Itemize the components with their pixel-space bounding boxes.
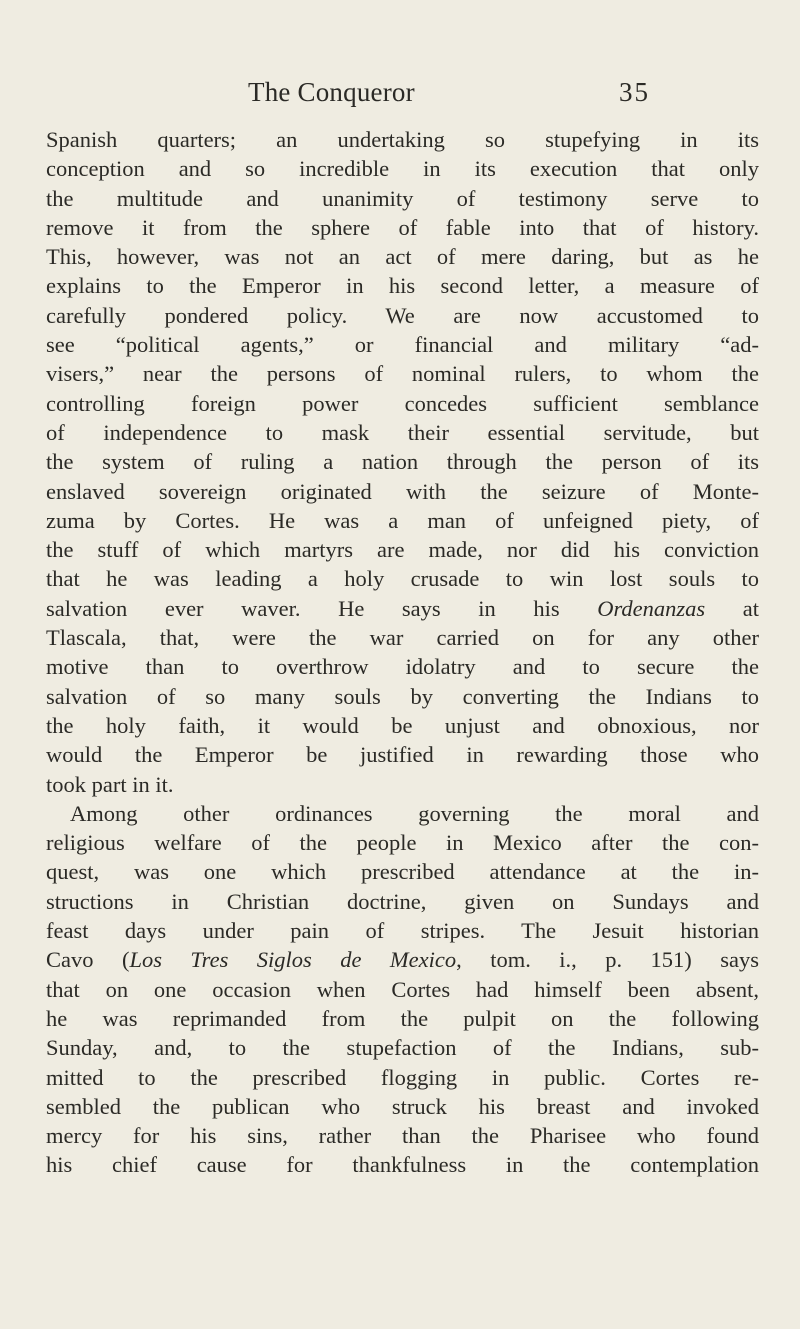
text-line: controlling foreign power concedes sufficient semblance: [46, 390, 759, 416]
text-line: the stuff of which martyrs are made, nor did his conviction: [46, 537, 759, 563]
text-line: zuma by Cortes. He was a man of unfeigned piety, of: [46, 507, 759, 533]
text-line: took part in it.: [46, 771, 174, 797]
italic-title: Los Tres Siglos de Mexico: [129, 947, 457, 973]
text-line: remove it from the sphere of fable into that of history.: [46, 214, 759, 240]
italic-title: Ordenanzas: [597, 595, 706, 621]
text-line: This, however, was not an act of mere daring, but as he: [46, 244, 759, 270]
page-number: 35: [619, 77, 650, 107]
text-line: explains to the Emperor in his second letter, a measure of: [46, 273, 759, 299]
running-head: [248, 74, 668, 110]
text-segment: , tom. i., p. 151) says: [456, 947, 759, 973]
text-segment: at: [705, 595, 760, 621]
text-line: feast days under pain of stripes. The Jesuit historian: [46, 918, 759, 944]
text-line-with-italic: [46, 594, 759, 623]
text-line: quest, was one which prescribed attendance at the in-: [46, 859, 759, 885]
text-line: carefully pondered policy. We are now accustomed to: [46, 302, 759, 328]
text-segment: Cavo (: [46, 947, 130, 973]
text-line: Spanish quarters; an undertaking so stupefying in its: [46, 127, 759, 152]
text-line: that on one occasion when Cortes had himself been absent,: [46, 976, 759, 1002]
text-line: motive than to overthrow idolatry and to secure the: [46, 654, 759, 680]
text-line: would the Emperor be justified in rewarding those who: [46, 742, 759, 768]
text-line: Among other ordinances governing the moral and: [70, 800, 759, 826]
text-line: the multitude and unanimity of testimony serve to: [46, 185, 759, 211]
text-line: mitted to the prescribed flogging in public. Cortes re-: [46, 1064, 759, 1090]
text-line: that he was leading a holy crusade to win lost souls to: [46, 566, 759, 592]
text-line: Tlascala, that, were the war carried on for any other: [46, 625, 759, 651]
text-line: he was reprimanded from the pulpit on the following: [46, 1005, 759, 1031]
text-line: conception and so incredible in its execution that only: [46, 156, 759, 182]
text-line: religious welfare of the people in Mexico after the con-: [46, 830, 759, 856]
text-line: see “political agents,” or financial and military “ad-: [46, 332, 759, 358]
text-line: structions in Christian doctrine, given on Sundays and: [46, 888, 759, 914]
text-line: the system of ruling a nation through the person of its: [46, 449, 759, 475]
text-line: mercy for his sins, rather than the Pharisee who found: [46, 1123, 759, 1149]
text-line-with-italic: [46, 945, 759, 974]
text-line: visers,” near the persons of nominal rulers, to whom the: [46, 361, 759, 387]
text-line: of independence to mask their essential servitude, but: [46, 419, 759, 445]
text-line: enslaved sovereign originated with the seizure of Monte-: [46, 478, 759, 504]
running-title: The Conqueror: [248, 77, 415, 107]
text-line: Sunday, and, to the stupefaction of the Indians, sub-: [46, 1035, 759, 1061]
text-line: sembled the publican who struck his breast and invoked: [46, 1093, 759, 1119]
text-line: the holy faith, it would be unjust and obnoxious, nor: [46, 712, 759, 738]
text-segment: salvation ever waver. He says in his: [46, 595, 560, 621]
text-line: salvation of so many souls by converting the Indians to: [46, 683, 759, 709]
body-text: [46, 125, 759, 1180]
text-line: his chief cause for thankfulness in the contemplation: [46, 1152, 759, 1178]
